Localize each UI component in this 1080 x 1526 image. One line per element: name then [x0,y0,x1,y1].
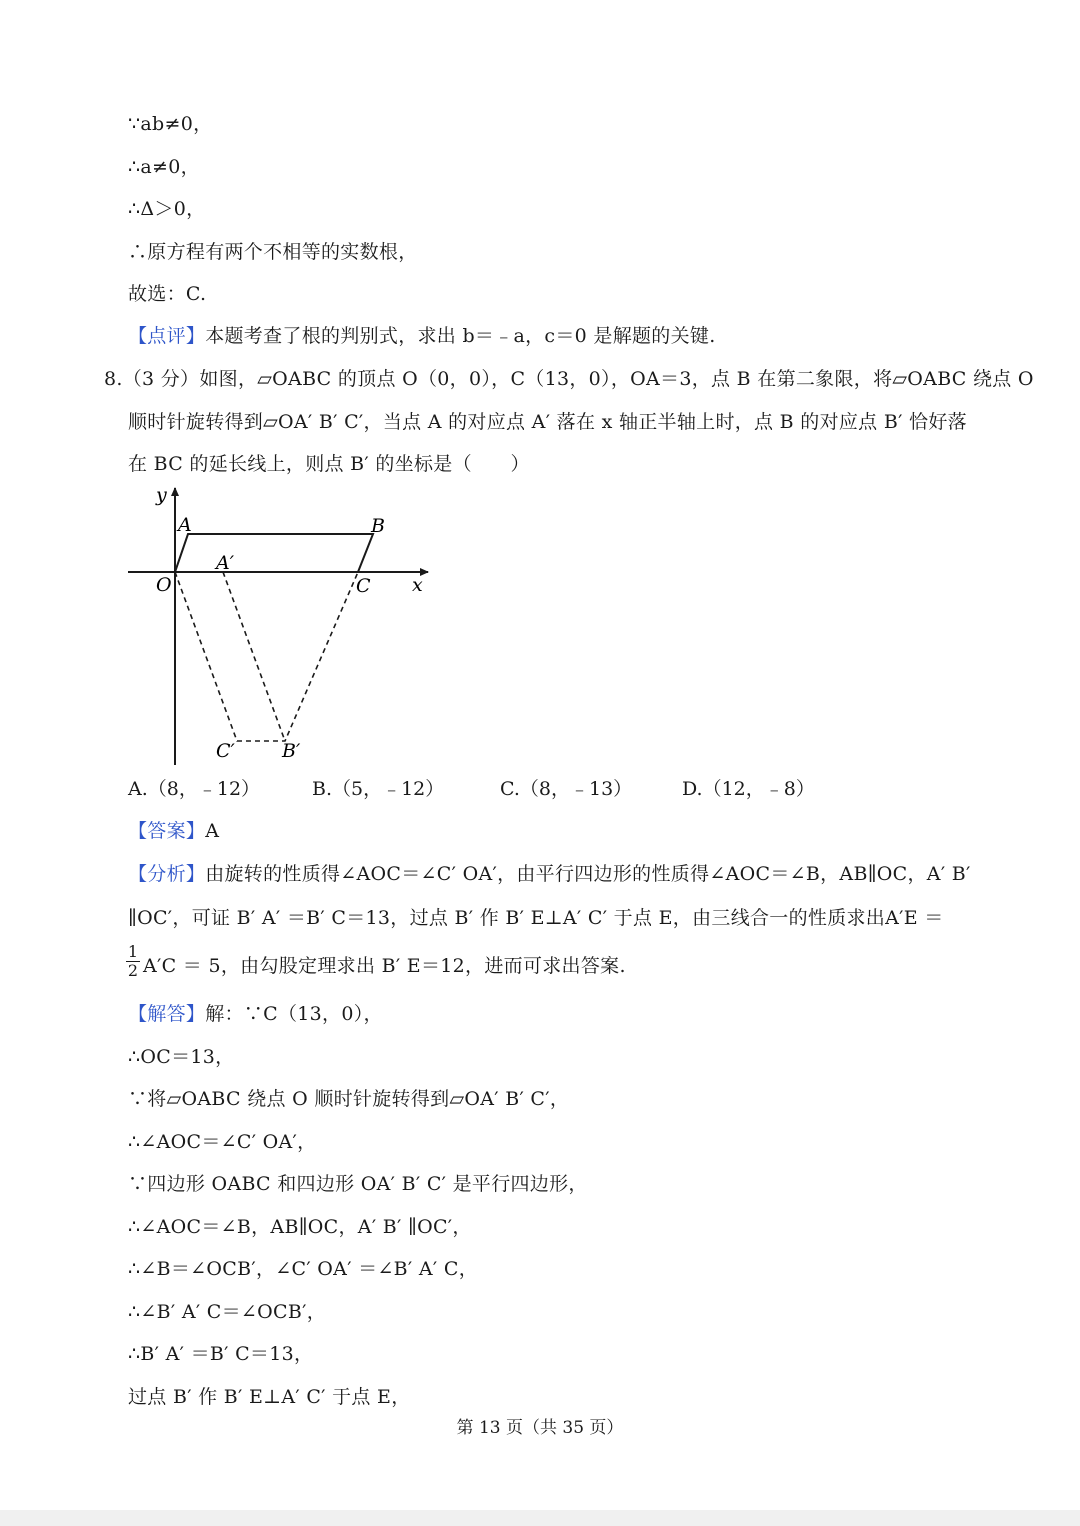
text-line: ∵ab≠0， [128,113,213,135]
solution-first: 解：∵C（13，0）， [205,1003,383,1025]
analysis-line: ∥OC′，可证 B′ A′ ＝B′ C＝13，过点 B′ 作 B′ E⊥A′ C′ 于点 E，由三线合一的性质求出A′E ＝ [128,907,944,929]
question-line: 8.（3 分）如图，▱OABC 的顶点 O（0，0），C（13，0），OA＝3，点 B 在第二象限，将▱OABC 绕点 O [104,368,1034,390]
solution-line [128,1001,383,1027]
segment-a-prime-b-prime [223,572,285,741]
answer-text: A [205,820,220,842]
label-c: C [356,575,371,597]
solution-line: ∵将▱OABC 绕点 O 顺时针旋转得到▱OA′ B′ C′， [128,1088,570,1110]
fraction-numerator: 1 [127,942,139,961]
solution-line: ∴∠B＝∠OCB′，∠C′ OA′ ＝∠B′ A′ C， [128,1258,478,1280]
label-c-prime: C′ [216,740,235,762]
parallelogram-oa-b-c-dashed [175,572,358,741]
solution-line: 过点 B′ 作 B′ E⊥A′ C′ 于点 E， [128,1386,411,1408]
label-a-prime: A′ [216,552,235,574]
option-a: A.（8，﹣12） [128,778,261,800]
text-line: ∴a≠0， [128,156,200,178]
geometry-figure [120,480,450,770]
label-b-prime: B′ [282,740,301,762]
text-line: ∴Δ＞0， [128,198,206,220]
bottom-strip [0,1510,1080,1526]
fraction-denominator: 2 [127,961,139,980]
question-line: 顺时针旋转得到▱OA′ B′ C′，当点 A 的对应点 A′ 落在 x 轴正半轴上时，点 B 的对应点 B′ 恰好落 [128,411,967,433]
comment-line [128,323,716,349]
analysis-line: A′C ＝ 5，由勾股定理求出 B′ E＝12，进而可求出答案. [143,955,626,977]
solution-line: ∴∠AOC＝∠C′ OA′， [128,1131,317,1153]
solution-line: ∴OC＝13， [128,1046,235,1068]
label-x: x [412,574,423,596]
fraction-one-half [126,944,140,979]
parallelogram-oabc [175,534,373,572]
answer-tag: 【答案】 [128,820,206,842]
solution-line: ∴∠B′ A′ C＝∠OCB′， [128,1301,327,1323]
solution-line: ∵四边形 OABC 和四边形 OA′ B′ C′ 是平行四边形， [128,1173,588,1195]
option-d: D.（12，﹣8） [682,778,815,800]
solution-tag: 【解答】 [128,1003,206,1025]
analysis-text: 由旋转的性质得∠AOC＝∠C′ OA′，由平行四边形的性质得∠AOC＝∠B，AB∥OC，A′ B′ [205,863,971,885]
option-b: B.（5，﹣12） [312,778,445,800]
analysis-tag: 【分析】 [128,863,206,885]
comment-text: 本题考查了根的判别式，求出 b＝﹣a，c＝0 是解题的关键. [205,325,716,347]
question-line: 在 BC 的延长线上，则点 B′ 的坐标是（ ） [128,453,530,475]
label-y: y [156,484,167,506]
answer-line [128,818,219,844]
option-c: C.（8，﹣13） [500,778,633,800]
solution-line: ∴B′ A′ ＝B′ C＝13， [128,1343,314,1365]
solution-line: ∴∠AOC＝∠B，AB∥OC，A′ B′ ∥OC′， [128,1216,472,1238]
analysis-line [128,861,971,887]
label-b: B [371,515,385,537]
text-line: ∴原方程有两个不相等的实数根， [128,241,418,263]
comment-tag: 【点评】 [128,325,206,347]
text-line: 故选：C. [128,283,207,305]
label-o: O [156,574,172,596]
label-a: A [178,514,192,536]
page-footer: 第 13 页（共 35 页） [456,1418,624,1438]
